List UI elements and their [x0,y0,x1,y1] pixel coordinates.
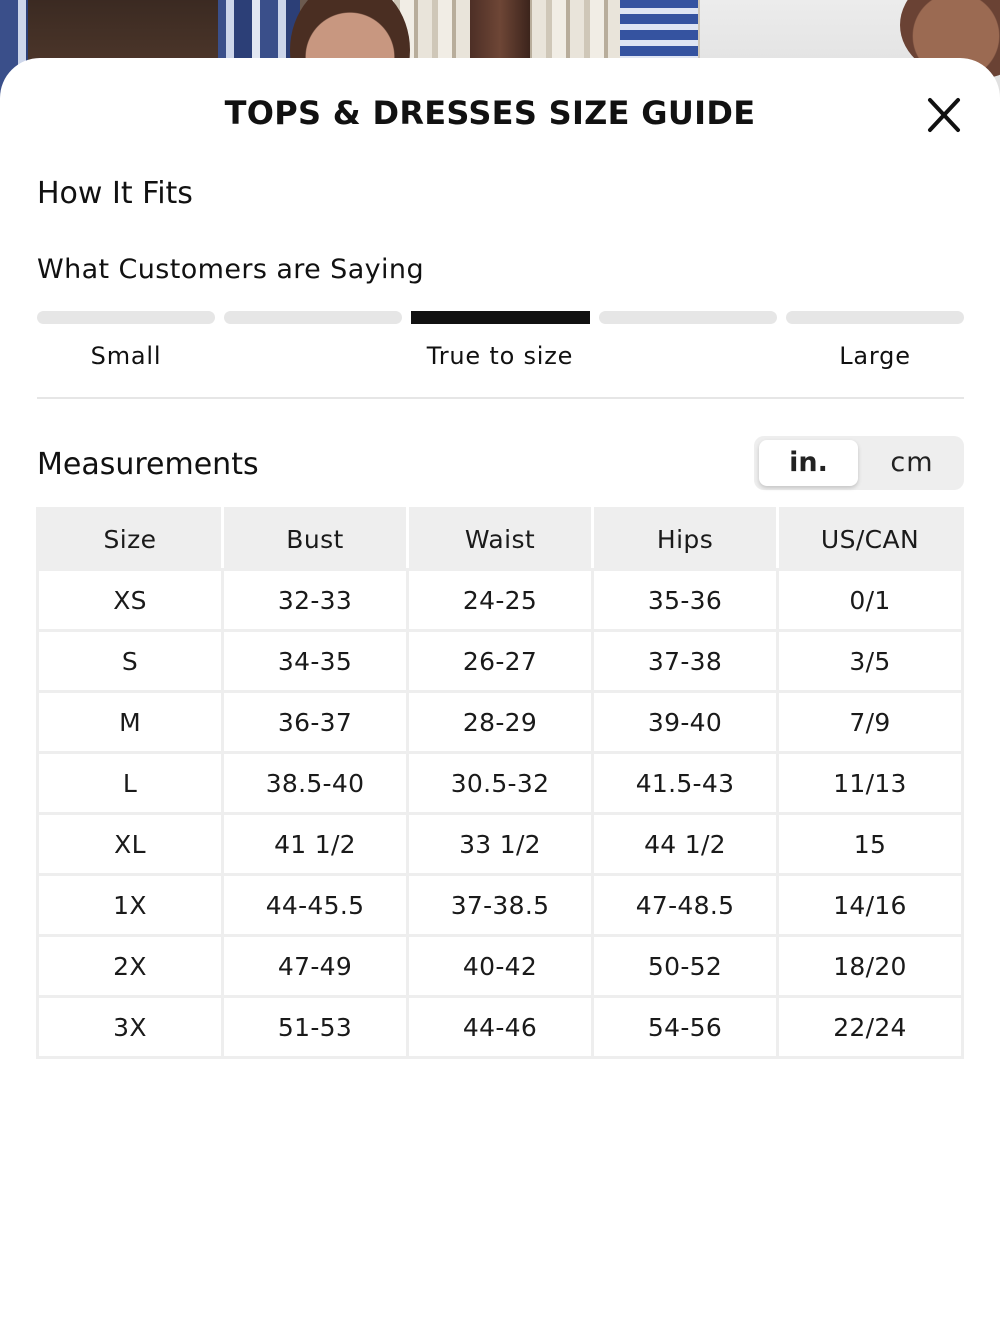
table-cell: 11/13 [778,753,963,814]
table-cell: 40-42 [408,936,593,997]
table-row [38,631,963,692]
table-cell: 33 1/2 [408,814,593,875]
table-cell: 0/1 [778,570,963,631]
table-cell: M [38,692,223,753]
table-header-row [38,509,963,570]
fit-meter-segment [37,311,215,324]
fit-meter-segment [224,311,402,324]
table-cell: 2X [38,936,223,997]
unit-option-inches[interactable]: in. [759,440,858,486]
column-header-hips: Hips [593,509,778,570]
fit-meter-segment-active [411,311,589,324]
size-guide-title: TOPS & DRESSES SIZE GUIDE [224,94,756,132]
table-cell: 47-48.5 [593,875,778,936]
fit-label-small: Small [90,342,162,370]
table-cell: 35-36 [593,570,778,631]
table-cell: 44-46 [408,997,593,1058]
table-cell: 37-38.5 [408,875,593,936]
fit-meter-segment [786,311,964,324]
table-cell: 15 [778,814,963,875]
table-row [38,936,963,997]
table-cell: 18/20 [778,936,963,997]
table-cell: 41.5-43 [593,753,778,814]
fit-meter-segment [599,311,777,324]
unit-toggle[interactable] [754,436,964,490]
close-icon [918,90,970,142]
table-cell: 44 1/2 [593,814,778,875]
size-chart-table [36,507,964,1059]
table-cell: 34-35 [223,631,408,692]
column-header-size: Size [38,509,223,570]
table-cell: 51-53 [223,997,408,1058]
table-cell: 54-56 [593,997,778,1058]
table-row [38,753,963,814]
table-cell: XS [38,570,223,631]
table-row [38,814,963,875]
unit-option-cm[interactable]: cm [890,447,934,478]
table-row [38,875,963,936]
close-button[interactable] [918,90,970,142]
fit-label-large: Large [839,342,911,370]
table-cell: 24-25 [408,570,593,631]
table-cell: XL [38,814,223,875]
table-cell: 28-29 [408,692,593,753]
table-cell: 3X [38,997,223,1058]
fit-meter [37,311,964,324]
table-cell: L [38,753,223,814]
column-header-bust: Bust [223,509,408,570]
fit-label-true-to-size: True to size [426,342,574,370]
table-cell: 1X [38,875,223,936]
table-cell: 3/5 [778,631,963,692]
table-row [38,997,963,1058]
table-cell: 47-49 [223,936,408,997]
table-cell: 22/24 [778,997,963,1058]
table-row [38,570,963,631]
table-cell: 41 1/2 [223,814,408,875]
table-cell: 39-40 [593,692,778,753]
customer-feedback-heading: What Customers are Saying [37,254,424,285]
table-cell: S [38,631,223,692]
table-cell: 50-52 [593,936,778,997]
table-row [38,692,963,753]
table-cell: 7/9 [778,692,963,753]
size-guide-sheet [0,58,1000,1333]
measurements-heading: Measurements [37,447,259,482]
table-cell: 26-27 [408,631,593,692]
table-cell: 44-45.5 [223,875,408,936]
section-divider [37,397,964,399]
table-cell: 30.5-32 [408,753,593,814]
column-header-us-can: US/CAN [778,509,963,570]
column-header-waist: Waist [408,509,593,570]
table-cell: 38.5-40 [223,753,408,814]
table-cell: 32-33 [223,570,408,631]
how-it-fits-heading: How It Fits [37,176,193,211]
table-cell: 37-38 [593,631,778,692]
table-cell: 36-37 [223,692,408,753]
table-cell: 14/16 [778,875,963,936]
